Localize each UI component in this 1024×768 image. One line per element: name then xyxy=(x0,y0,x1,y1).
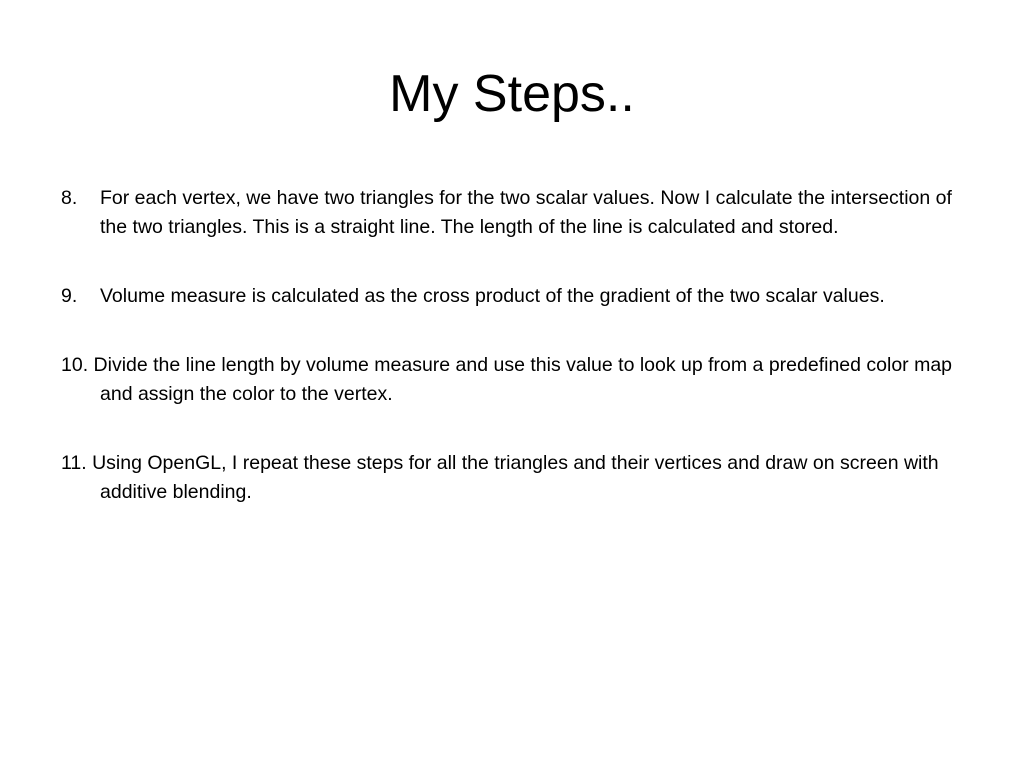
item-text: Volume measure is calculated as the cross product of the gradient of the two scalar values. xyxy=(100,285,885,307)
item-text: Using OpenGL, I repeat these steps for all the triangles and their vertices and draw on screen with additive blending. xyxy=(92,452,939,503)
list-item xyxy=(61,449,961,507)
list-item xyxy=(61,351,961,409)
item-number: 9. xyxy=(61,285,78,307)
item-number: 11. xyxy=(61,452,87,474)
steps-list xyxy=(61,184,961,547)
list-item xyxy=(61,282,961,311)
item-number: 10. xyxy=(61,354,89,376)
slide-title: My Steps.. xyxy=(389,65,635,123)
item-text: For each vertex, we have two triangles for the two scalar values. Now I calculate the intersection of the two triangles. This is a straight line. The length of the line is calculated and stored. xyxy=(100,187,952,238)
list-item xyxy=(61,184,961,242)
item-number: 8. xyxy=(61,187,78,209)
item-text: Divide the line length by volume measure and use this value to look up from a predefined color map and assign the color to the vertex. xyxy=(93,354,953,405)
